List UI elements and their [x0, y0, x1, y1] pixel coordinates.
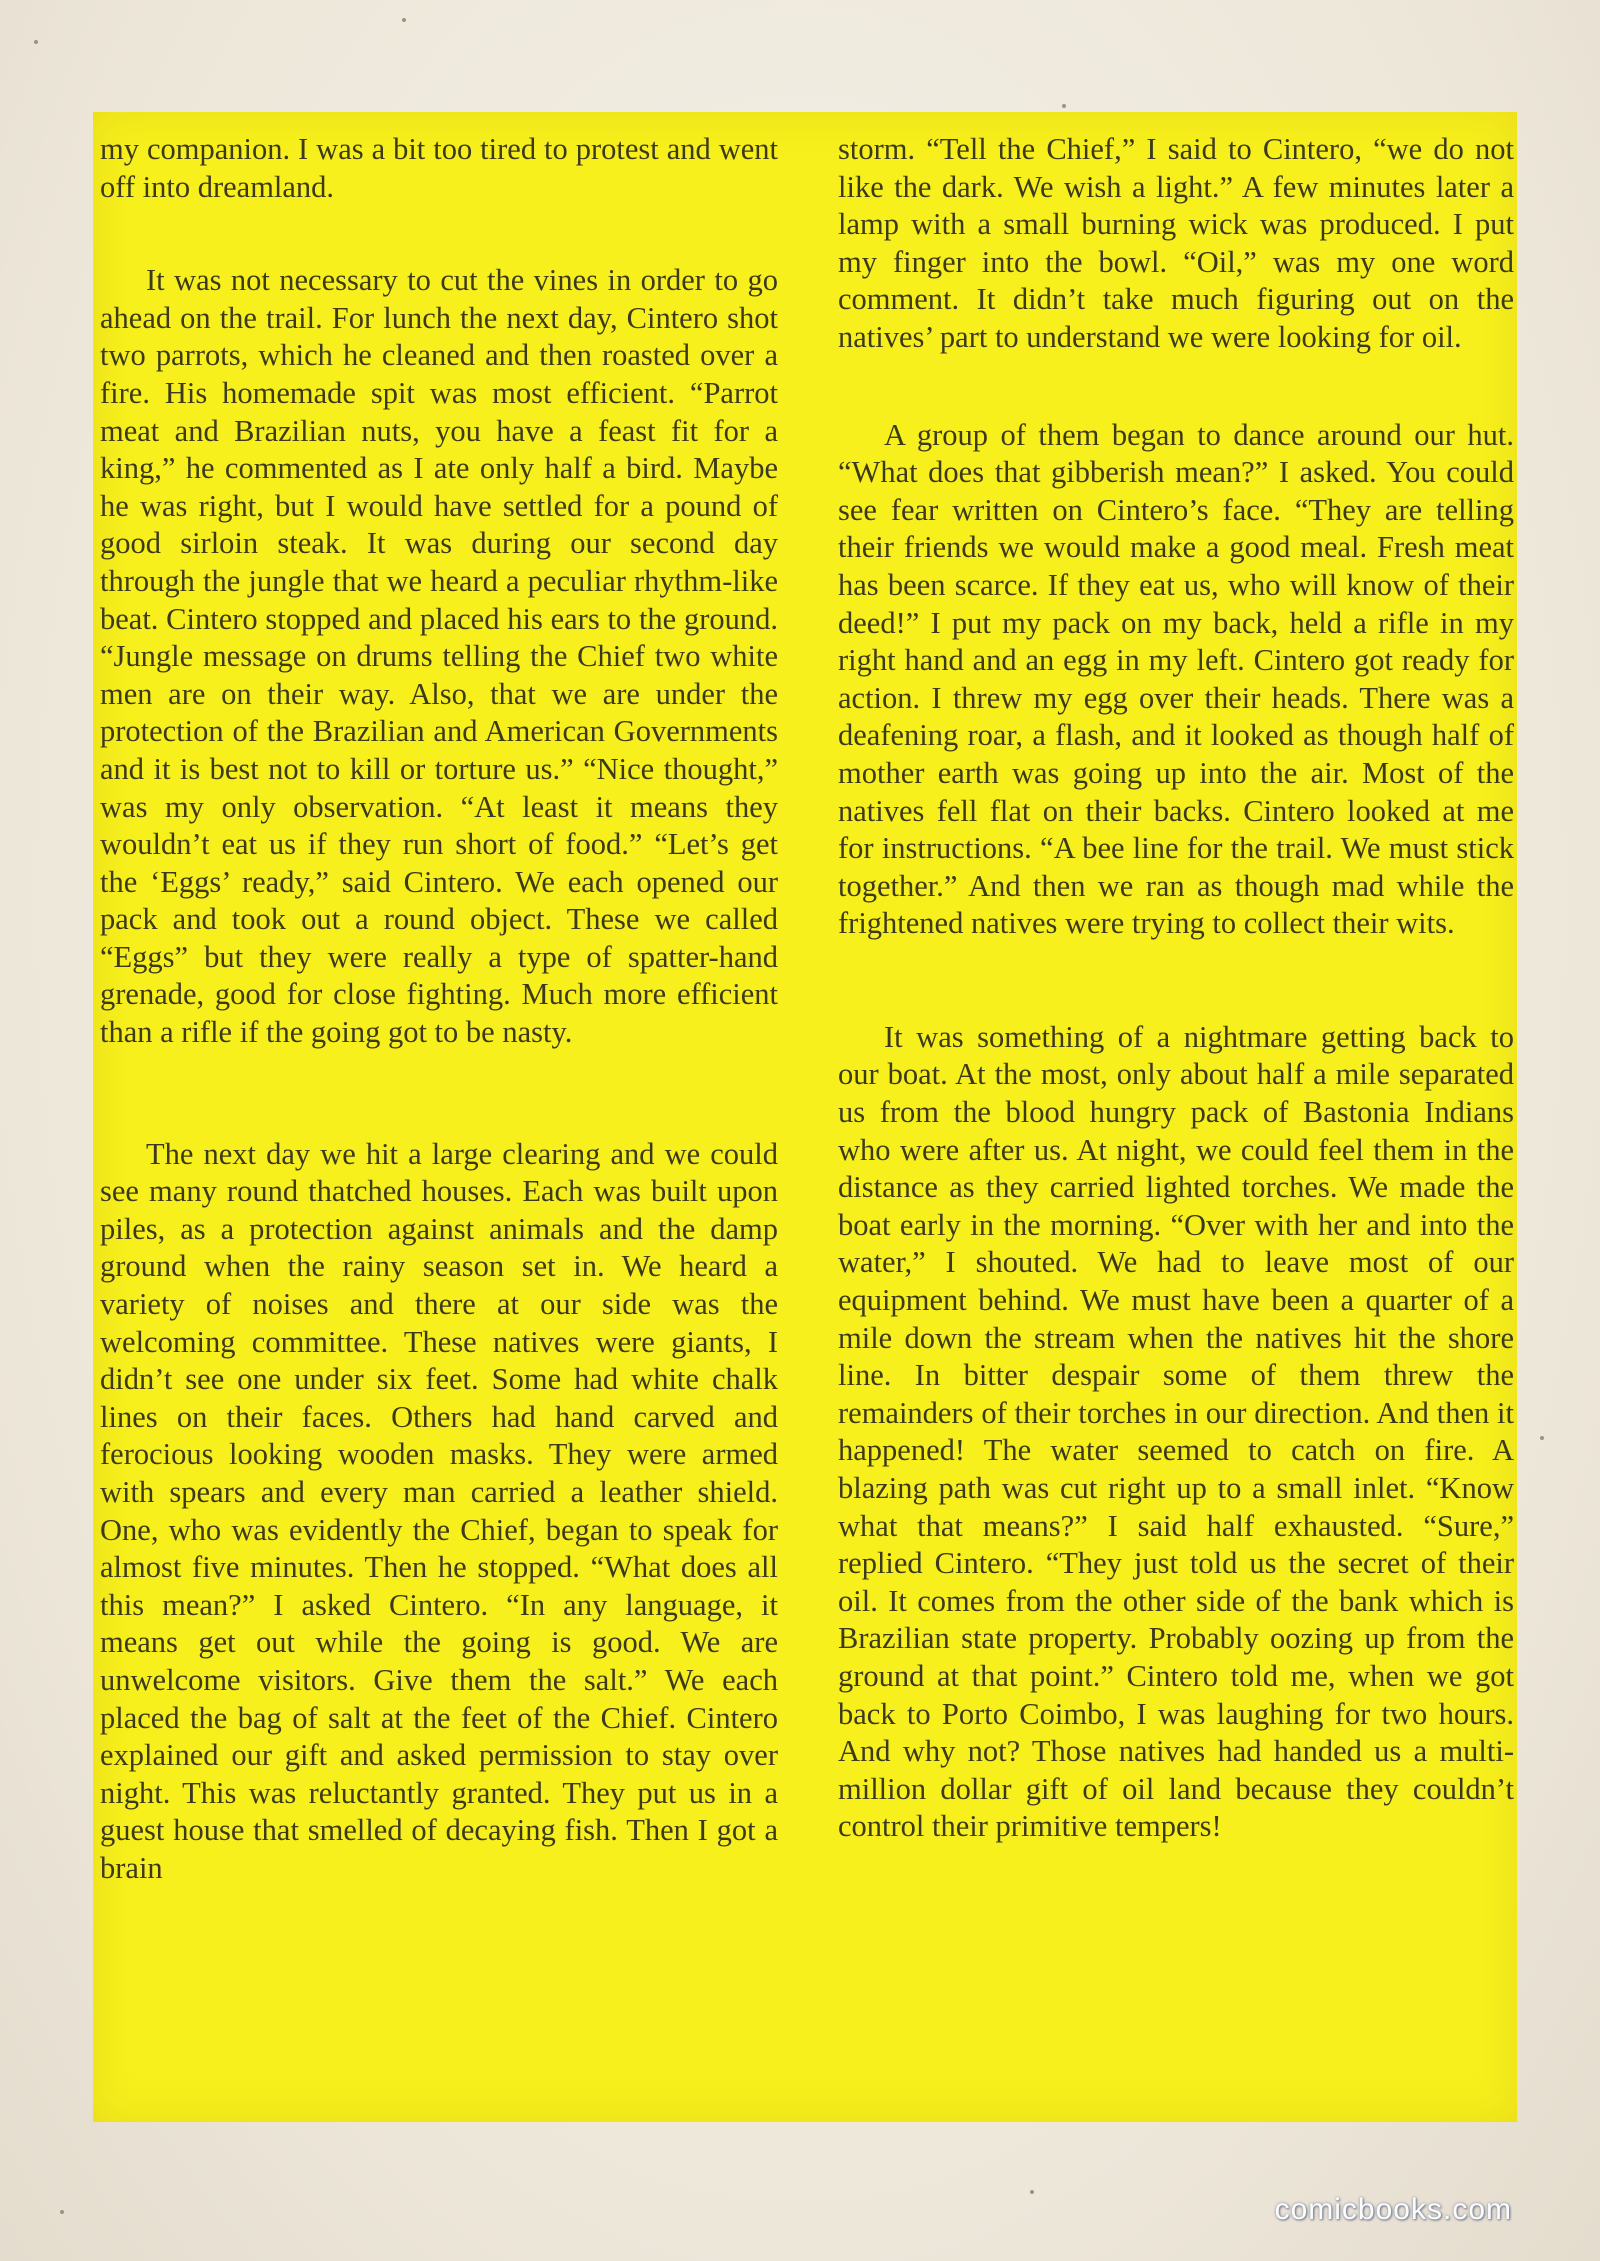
site-watermark: comicbooks.com: [1274, 2193, 1512, 2226]
paper-speck: [34, 40, 38, 44]
paragraph: It was not necessary to cut the vines in order to go ahead on the trail. For lunch the next day, Cintero shot two parrots, which he cleaned and then roasted over a fire. His homemade spit was most efficient. “Parrot meat and Brazilian nuts, you have a feast fit for a king,” he commented as I ate only half a bird. Maybe he was right, but I would have settled for a pound of good sirloin steak. It was during our second day through the jungle that we heard a peculiar rhythm-like beat. Cintero stopped and placed his ears to the ground. “Jungle message on drums telling the Chief two white men are on their way. Also, that we are under the protection of the Brazilian and American Governments and it is best not to kill or torture us.” “Nice thought,” was my only observation. “At least it means they wouldn’t eat us if they run short of food.” “Let’s get the ‘Eggs’ ready,” said Cintero. We each opened our pack and took out a round object. These we called “Eggs” but they were really a type of spatter-hand grenade, good for close fighting. Much more efficient than a rifle if the going got to be nasty.: [100, 263, 778, 1050]
paper-speck: [60, 2210, 64, 2214]
paper-speck: [1540, 1436, 1544, 1440]
paragraph: storm. “Tell the Chief,” I said to Cintero, “we do not like the dark. We wish a light.” A few minutes later a lamp with a small burning wick was produced. I put my finger into the bowl. “Oil,” was my one word comment. It didn’t take much figuring out on the natives’ part to understand we were looking for oil.: [838, 132, 1514, 354]
paper-speck: [402, 18, 406, 22]
right-column: [838, 131, 1514, 1846]
paragraph: A group of them began to dance around our hut. “What does that gibberish mean?” I asked. You could see fear written on Cintero’s face. “They are telling their friends we would make a good meal. Fresh meat has been scarce. If they eat us, who will know of their deed!” I put my pack on my back, held a rifle in my right hand and an egg in my left. Cintero got ready for action. I threw my egg over their heads. There was a deafening roar, a flash, and it looked as though half of mother earth was going up into the air. Most of the natives fell flat on their backs. Cintero looked at me for instructions. “A bee line for the trail. We must stick together.” And then we ran as though mad while the frightened natives were trying to collect their wits.: [838, 417, 1514, 941]
paragraph: The next day we hit a large clearing and we could see many round thatched houses. Each was built upon piles, as a protection against animals and the damp ground when the rainy season set in. We heard a variety of noises and there at our side was the welcoming committee. These natives were giants, I didn’t see one under six feet. Some had white chalk lines on their faces. Others had hand carved and ferocious looking wooden masks. They were armed with spears and every man carried a leather shield. One, who was evidently the Chief, began to speak for almost five minutes. Then he stopped. “What does all this mean?” I asked Cintero. “In any language, it means get out while the going is good. We are unwelcome visitors. Give them the salt.” We each placed the bag of salt at the feet of the Chief. Cintero explained our gift and asked permission to stay over night. This was reluctantly granted. They put us in a guest house that smelled of decaying fish. Then I got a brain: [100, 1136, 778, 1885]
paragraph: my companion. I was a bit too tired to protest and went off into dreamland.: [100, 132, 778, 204]
paragraph: It was something of a nightmare getting back to our boat. At the most, only about half a mile separated us from the blood hungry pack of Bastonia Indians who were after us. At night, we could feel them in the distance as they carried lighted torches. We made the boat early in the morning. “Over with her and into the water,” I shouted. We had to leave most of our equipment behind. We must have been a quarter of a mile down the stream when the natives hit the shore line. In bitter despair some of them threw the remainders of their torches in our direction. And then it happened! The water seemed to catch on fire. A blazing path was cut right up to a small inlet. “Know what that means?” I said half exhausted. “Sure,” replied Cintero. “They just told us the secret of their oil. It comes from the other side of the bank which is Brazilian state property. Probably oozing up from the ground at that point.” Cintero told me, when we got back to Porto Coimbo, I was laughing for two hours. And why not? Those natives had handed us a multi-million dollar gift of oil land because they couldn’t control their primitive tempers!: [838, 1019, 1514, 1844]
left-column: [100, 131, 778, 1888]
paper-speck: [1062, 104, 1066, 108]
paper-speck: [1030, 2190, 1034, 2194]
